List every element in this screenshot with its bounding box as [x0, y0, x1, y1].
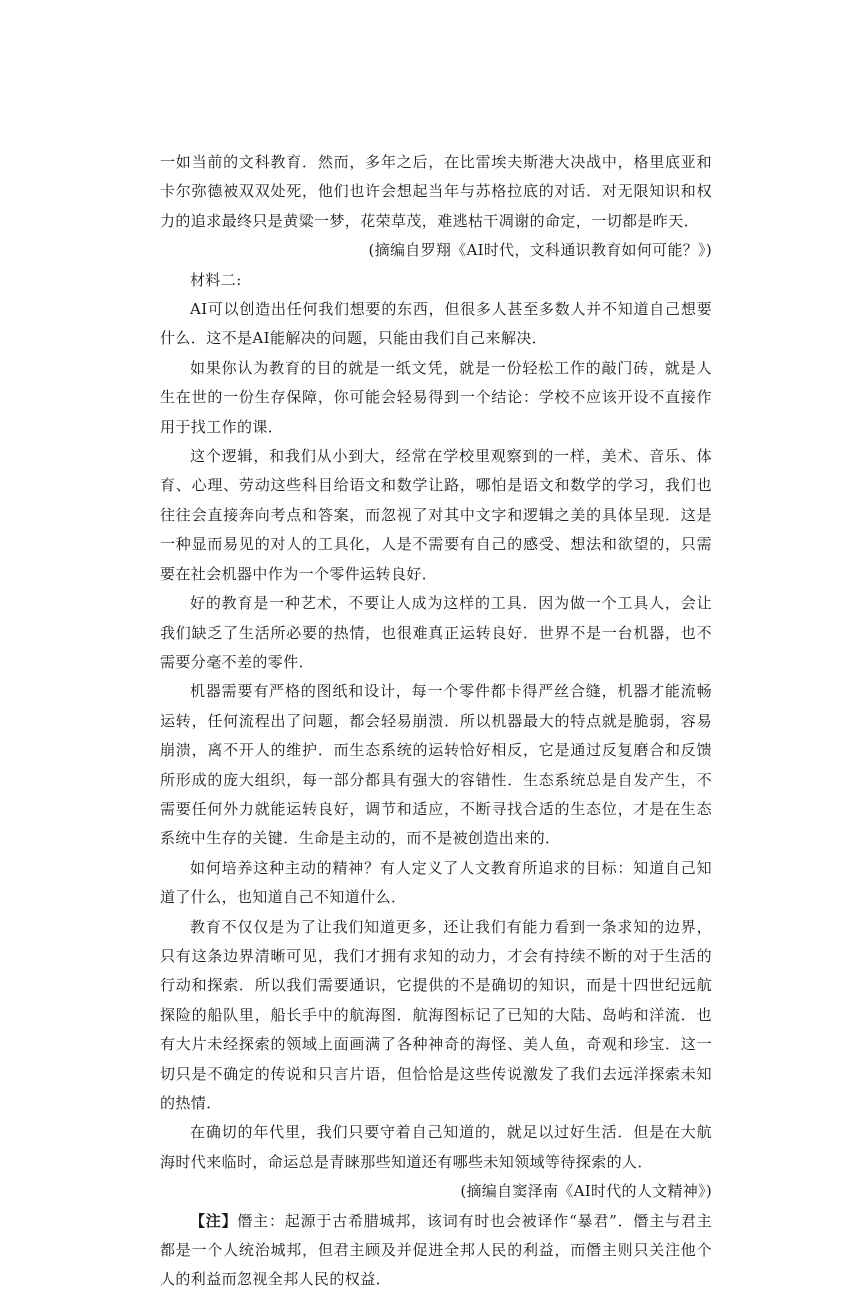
material2-paragraph-8: 在确切的年代里，我们只要守着自己知道的，就足以过好生活．但是在大航海时代来临时，命运总是青睐那些知道还有哪些未知领域等待探索的人．	[160, 1123, 712, 1171]
document-page	[160, 148, 712, 1295]
footnote	[160, 1207, 712, 1295]
material2-paragraph-2: 如果你认为教育的目的就是一纸文凭，就是一份轻松工作的敲门砖，就是人生在世的一份生存保障，你可能会轻易得到一个结论：学校不应该开设不直接作用于找工作的课．	[160, 358, 712, 436]
material2-paragraph-6: 如何培养这种主动的精神？有人定义了人文教育所追求的目标：知道自己知道了什么，也知道自己不知道什么．	[160, 858, 712, 907]
footnote-label: 【注】	[190, 1211, 238, 1230]
material2-paragraph-3: 这个逻辑，和我们从小到大，经常在学校里观察到的一样，美术、音乐、体育、心理、劳动这些科目给语文和数学让路，哪怕是语文和数学的学习，我们也往往会直接奔向考点和答案，而忽视了对其中文字和逻辑之美的具体呈现．这是一种显而易见的对人的工具化，人是不需要有自己的感受、想法和欲望的，只需要在社会机器中作为一个零件运转良好．	[160, 447, 712, 583]
material2-paragraph-7: 教育不仅仅是为了让我们知道更多，还让我们有能力看到一条求知的边界，只有这条边界清晰可见，我们才拥有求知的动力，才会有持续不断的对于生活的行动和探索．所以我们需要通识，它提供的不是确切的知识，而是十四世纪远航探险的船队里，船长手中的航海图．航海图标记了已知的大陆、岛屿和洋流．也有大片未经探索的领域上面画满了各种神奇的海怪、美人鱼，奇观和珍宝．这一切只是不确定的传说和只言片语，但恰恰是这些传说激发了我们去远洋探索未知的热情．	[160, 917, 712, 1112]
material2-paragraph-5: 机器需要有严格的图纸和设计，每一个零件都卡得严丝合缝，机器才能流畅运转，任何流程出了问题，都会轻易崩溃．所以机器最大的特点就是脆弱，容易崩溃，离不开人的维护．而生态系统的运转恰好相反，它是通过反复磨合和反馈所形成的庞大组织，每一部分都具有强大的容错性．生态系统总是自发产生，不需要任何外力就能运转良好，调节和适应，不断寻找合适的生态位，才是在生态系统中生存的关键．生命是主动的，而不是被创造出来的．	[160, 682, 712, 848]
material2-source: (摘编自窦泽南《AI时代的人文精神》)	[460, 1182, 712, 1201]
material1-tail-paragraph: 一如当前的文科教育．然而，多年之后，在比雷埃夫斯港大决战中，格里底亚和卡尔弥德被双双处死，他们也许会想起当年与苏格拉底的对话．对无限知识和权力的追求最终只是黄粱一梦，花荣草茂，难逃枯干凋谢的命定，一切都是昨天．	[160, 153, 712, 230]
material2-paragraph-1: AI可以创造出任何我们想要的东西，但很多人甚至多数人并不知道自己想要什么．这不是AI能解决的问题，只能由我们自己来解决．	[160, 300, 712, 348]
material2-heading: 材料二:	[190, 270, 242, 289]
footnote-text: 僭主：起源于古希腊城邦，该词有时也会被译作“暴君”．僭主与君主都是一个人统治城邦，但君主顾及并促进全邦人民的利益，而僭主则只关注他个人的利益而忽视全邦人民的权益．	[160, 1211, 712, 1289]
material2-paragraph-4: 好的教育是一种艺术，不要让人成为这样的工具．因为做一个工具人，会让我们缺乏了生活所必要的热情，也很难真正运转良好．世界不是一台机器，也不需要分毫不差的零件．	[160, 594, 712, 671]
material1-source: (摘编自罗翔《AI时代，文科通识教育如何可能？》)	[368, 241, 712, 260]
